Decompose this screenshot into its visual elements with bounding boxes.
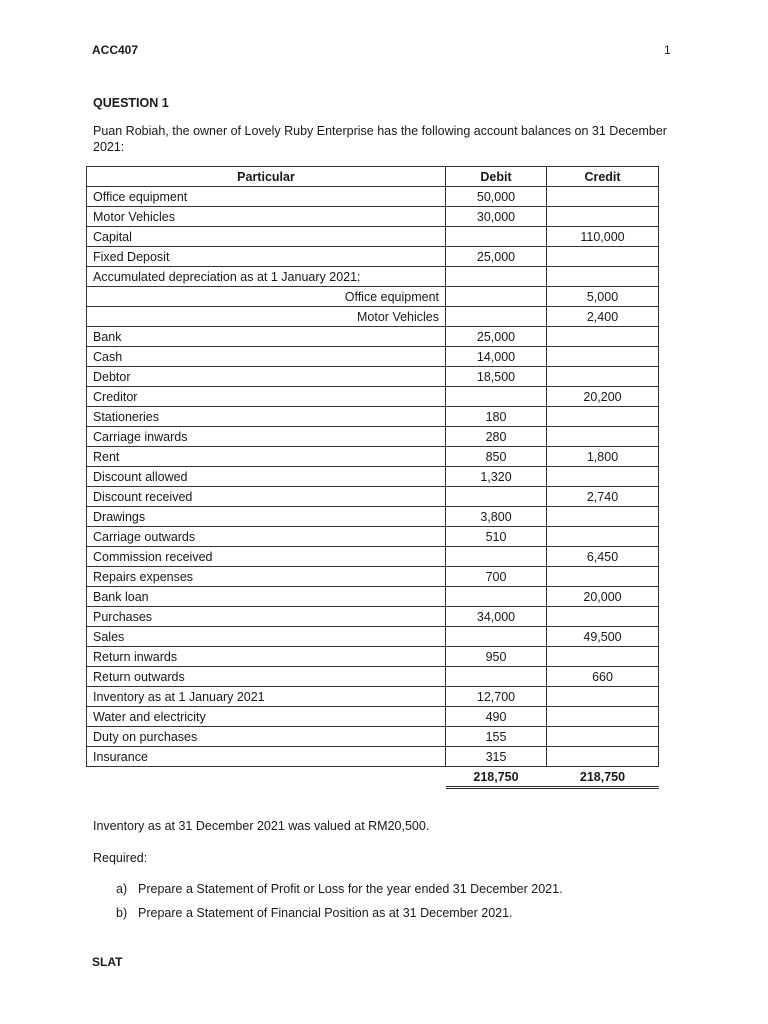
table-row (87, 427, 659, 447)
table-row (87, 407, 659, 427)
cell-particular: Purchases (87, 607, 446, 627)
cell-particular: Motor Vehicles (87, 207, 446, 227)
cell-debit (446, 667, 547, 687)
table-row (87, 647, 659, 667)
cell-debit: 510 (446, 527, 547, 547)
cell-debit: 14,000 (446, 347, 547, 367)
cell-particular: Repairs expenses (87, 567, 446, 587)
inventory-note: Inventory as at 31 December 2021 was valued at RM20,500. (93, 819, 430, 833)
cell-debit: 50,000 (446, 187, 547, 207)
table-row (87, 187, 659, 207)
cell-particular: Motor Vehicles (87, 307, 446, 327)
cell-credit (547, 687, 659, 707)
cell-particular: Insurance (87, 747, 446, 767)
task-list (116, 882, 563, 930)
cell-particular: Discount allowed (87, 467, 446, 487)
cell-credit: 20,000 (547, 587, 659, 607)
totals-spacer (87, 767, 446, 788)
cell-debit: 25,000 (446, 327, 547, 347)
cell-particular: Office equipment (87, 187, 446, 207)
cell-credit (547, 247, 659, 267)
table-row (87, 447, 659, 467)
cell-debit: 155 (446, 727, 547, 747)
cell-credit (547, 607, 659, 627)
cell-particular: Accumulated depreciation as at 1 January 2021: (87, 267, 446, 287)
cell-debit (446, 587, 547, 607)
table-row (87, 567, 659, 587)
cell-debit: 700 (446, 567, 547, 587)
table-body (87, 187, 659, 767)
table-row (87, 247, 659, 267)
cell-debit: 280 (446, 427, 547, 447)
cell-debit: 315 (446, 747, 547, 767)
cell-debit: 950 (446, 647, 547, 667)
cell-credit (547, 527, 659, 547)
header-particular: Particular (87, 167, 446, 187)
cell-particular: Carriage inwards (87, 427, 446, 447)
cell-debit (446, 227, 547, 247)
cell-credit (547, 187, 659, 207)
table-row (87, 687, 659, 707)
cell-debit: 1,320 (446, 467, 547, 487)
table-row (87, 547, 659, 567)
cell-credit: 1,800 (547, 447, 659, 467)
cell-particular: Office equipment (87, 287, 446, 307)
cell-credit (547, 507, 659, 527)
cell-debit: 180 (446, 407, 547, 427)
cell-debit (446, 627, 547, 647)
header-credit: Credit (547, 167, 659, 187)
table-row (87, 207, 659, 227)
table-row (87, 307, 659, 327)
cell-particular: Water and electricity (87, 707, 446, 727)
cell-particular: Drawings (87, 507, 446, 527)
cell-credit (547, 427, 659, 447)
task-item (116, 882, 563, 906)
table-row (87, 607, 659, 627)
cell-credit (547, 327, 659, 347)
cell-debit: 34,000 (446, 607, 547, 627)
cell-debit (446, 487, 547, 507)
cell-credit (547, 467, 659, 487)
cell-particular: Inventory as at 1 January 2021 (87, 687, 446, 707)
task-text: Prepare a Statement of Financial Position as at 31 December 2021. (138, 906, 513, 920)
table-header-row (87, 167, 659, 187)
trial-balance-table (86, 166, 659, 789)
table-row (87, 507, 659, 527)
total-credit: 218,750 (547, 767, 659, 788)
question-intro: Puan Robiah, the owner of Lovely Ruby Enterprise has the following account balances on 31 December 2021: (93, 124, 667, 154)
cell-credit (547, 707, 659, 727)
table-row (87, 707, 659, 727)
cell-credit: 110,000 (547, 227, 659, 247)
cell-credit (547, 567, 659, 587)
table-row (87, 267, 659, 287)
cell-debit (446, 387, 547, 407)
page-number: 1 (664, 43, 671, 57)
cell-debit (446, 307, 547, 327)
task-item (116, 906, 563, 930)
cell-credit: 49,500 (547, 627, 659, 647)
cell-debit (446, 287, 547, 307)
cell-particular: Debtor (87, 367, 446, 387)
task-label: a) (116, 882, 128, 896)
cell-credit (547, 347, 659, 367)
cell-particular: Sales (87, 627, 446, 647)
cell-particular: Bank (87, 327, 446, 347)
cell-credit (547, 727, 659, 747)
question-title: QUESTION 1 (93, 96, 169, 110)
required-label: Required: (93, 851, 148, 865)
footer-text: SLAT (92, 955, 123, 969)
cell-credit (547, 207, 659, 227)
table-row (87, 227, 659, 247)
cell-credit (547, 367, 659, 387)
cell-debit: 850 (446, 447, 547, 467)
cell-debit: 490 (446, 707, 547, 727)
cell-credit: 20,200 (547, 387, 659, 407)
table-row (87, 747, 659, 767)
table-row (87, 667, 659, 687)
table-row (87, 727, 659, 747)
cell-credit: 5,000 (547, 287, 659, 307)
cell-particular: Discount received (87, 487, 446, 507)
table-row (87, 527, 659, 547)
table-row (87, 347, 659, 367)
cell-particular: Carriage outwards (87, 527, 446, 547)
task-text: Prepare a Statement of Profit or Loss for the year ended 31 December 2021. (138, 882, 563, 896)
cell-particular: Stationeries (87, 407, 446, 427)
table-row (87, 327, 659, 347)
cell-particular: Duty on purchases (87, 727, 446, 747)
course-code: ACC407 (92, 43, 139, 57)
cell-particular: Bank loan (87, 587, 446, 607)
table-row (87, 467, 659, 487)
cell-particular: Return outwards (87, 667, 446, 687)
cell-particular: Cash (87, 347, 446, 367)
table-row (87, 587, 659, 607)
table-row (87, 387, 659, 407)
cell-credit: 6,450 (547, 547, 659, 567)
table-row (87, 487, 659, 507)
header-debit: Debit (446, 167, 547, 187)
cell-credit: 2,400 (547, 307, 659, 327)
task-label: b) (116, 906, 128, 920)
cell-debit: 3,800 (446, 507, 547, 527)
totals-row (87, 767, 659, 788)
cell-credit (547, 267, 659, 287)
cell-particular: Return inwards (87, 647, 446, 667)
cell-debit (446, 547, 547, 567)
cell-particular: Fixed Deposit (87, 247, 446, 267)
cell-particular: Capital (87, 227, 446, 247)
cell-credit (547, 407, 659, 427)
cell-credit (547, 747, 659, 767)
cell-debit: 25,000 (446, 247, 547, 267)
cell-particular: Creditor (87, 387, 446, 407)
cell-credit: 2,740 (547, 487, 659, 507)
cell-debit: 12,700 (446, 687, 547, 707)
cell-credit (547, 647, 659, 667)
cell-particular: Commission received (87, 547, 446, 567)
cell-debit: 30,000 (446, 207, 547, 227)
cell-debit (446, 267, 547, 287)
cell-particular: Rent (87, 447, 446, 467)
table-row (87, 367, 659, 387)
total-debit: 218,750 (446, 767, 547, 788)
table-row (87, 627, 659, 647)
cell-debit: 18,500 (446, 367, 547, 387)
table-row (87, 287, 659, 307)
cell-credit: 660 (547, 667, 659, 687)
